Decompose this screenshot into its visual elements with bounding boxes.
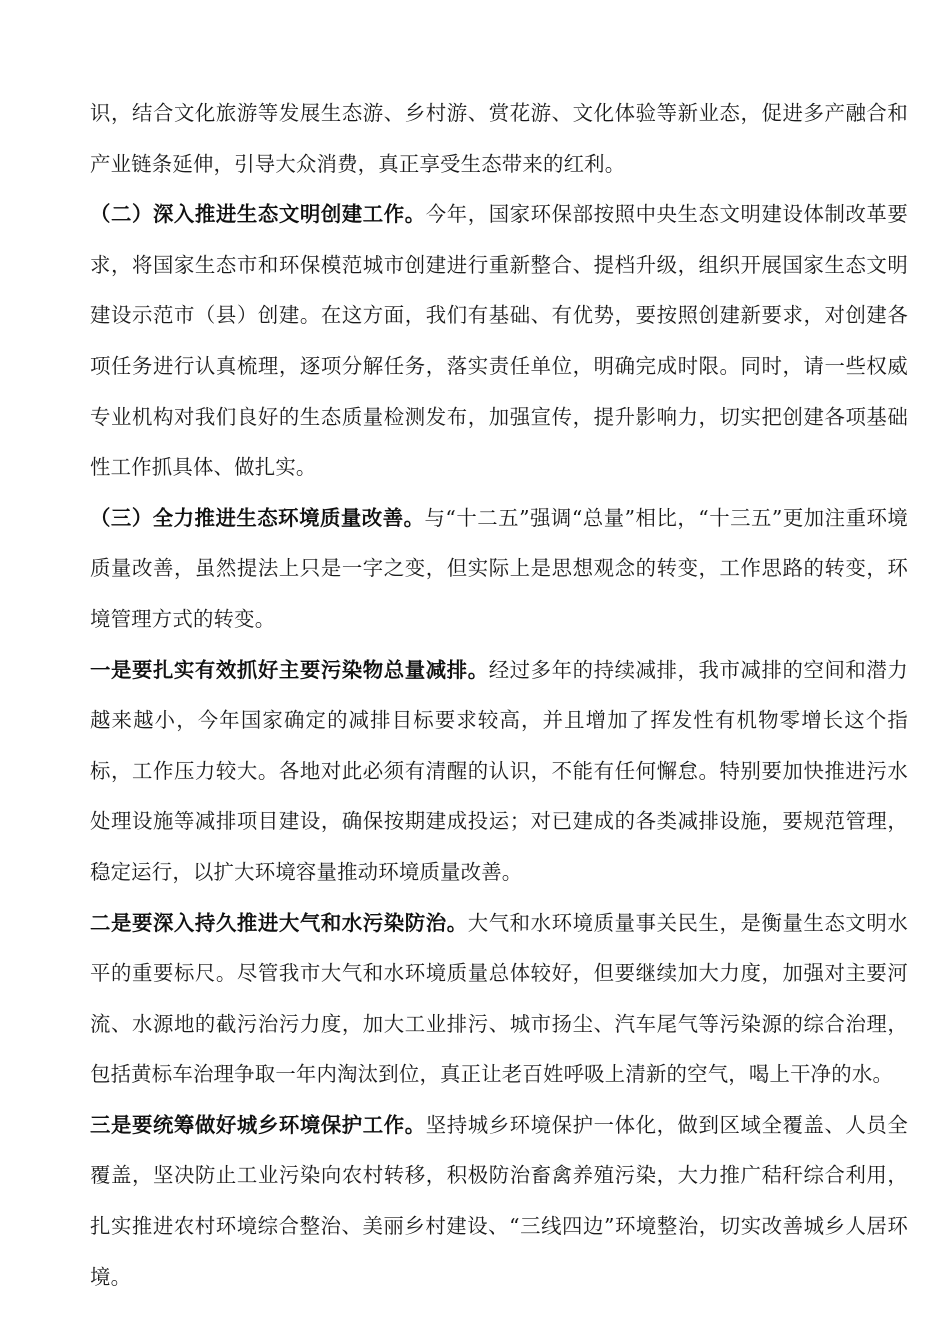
paragraph-point-three	[90, 1100, 908, 1302]
paragraph-text: 今年，国家环保部按照中央生态文明建设体制改革要求，将国家生态市和环保模范城市创建进行重新整合、提档升级，组织开展国家生态文明建设示范市（县）创建。在这方面，我们有基础、有优势，要按照创建新要求，对创建各项任务进行认真梳理，逐项分解任务，落实责任单位，明确完成时限。同时，请一些权威专业机构对我们良好的生态质量检测发布，加强宣传，提升影响力，切实把创建各项基础性工作抓具体、做扎实。	[90, 202, 908, 480]
paragraph-text: 坚持城乡环境保护一体化，做到区域全覆盖、人员全覆盖，坚决防止工业污染向农村转移，积极防治畜禽养殖污染，大力推广秸秆综合利用，扎实推进农村环境综合整治、美丽乡村建设、“三线四边”环境整治，切实改善城乡人居环境。	[90, 1112, 908, 1289]
paragraph-heading: 一是要扎实有效抓好主要污染物总量减排。	[90, 657, 489, 682]
paragraph-text: 大气和水环境质量事关民生，是衡量生态文明水平的重要标尺。尽管我市大气和水环境质量总体较好，但要继续加大力度，加强对主要河流、水源地的截污治污力度，加大工业排污、城市扬尘、汽车尾气等污染源的综合治理，包括黄标车治理争取一年内淘汰到位，真正让老百姓呼吸上清新的空气，喝上干净的水。	[90, 910, 908, 1087]
paragraph-point-one	[90, 645, 908, 898]
paragraph-text: 与“十二五”强调“总量”相比，“十三五”更加注重环境质量改善，虽然提法上只是一字之变，但实际上是思想观念的转变，工作思路的转变，环境管理方式的转变。	[90, 505, 908, 631]
paragraph-section-three	[90, 493, 908, 645]
paragraph-text: 识，结合文化旅游等发展生态游、乡村游、赏花游、文化体验等新业态，促进多产融合和产业链条延伸，引导大众消费，真正享受生态带来的红利。	[90, 101, 908, 176]
paragraph-heading: 三是要统筹做好城乡环境保护工作。	[90, 1112, 426, 1137]
paragraph-heading: 二是要深入持久推进大气和水污染防治。	[90, 910, 468, 935]
paragraph-continuation	[90, 88, 908, 189]
document-page	[90, 88, 908, 1302]
paragraph-text: 经过多年的持续减排，我市减排的空间和潜力越来越小，今年国家确定的减排目标要求较高，并且增加了挥发性有机物零增长这个指标，工作压力较大。各地对此必须有清醒的认识，不能有任何懈怠。特别要加快推进污水处理设施等减排项目建设，确保按期建成投运；对已建成的各类减排设施，要规范管理，稳定运行，以扩大环境容量推动环境质量改善。	[90, 657, 908, 884]
paragraph-section-two	[90, 189, 908, 493]
paragraph-heading: （三）全力推进生态环境质量改善。	[90, 505, 425, 530]
paragraph-heading: （二）深入推进生态文明创建工作。	[90, 202, 426, 227]
paragraph-point-two	[90, 898, 908, 1100]
